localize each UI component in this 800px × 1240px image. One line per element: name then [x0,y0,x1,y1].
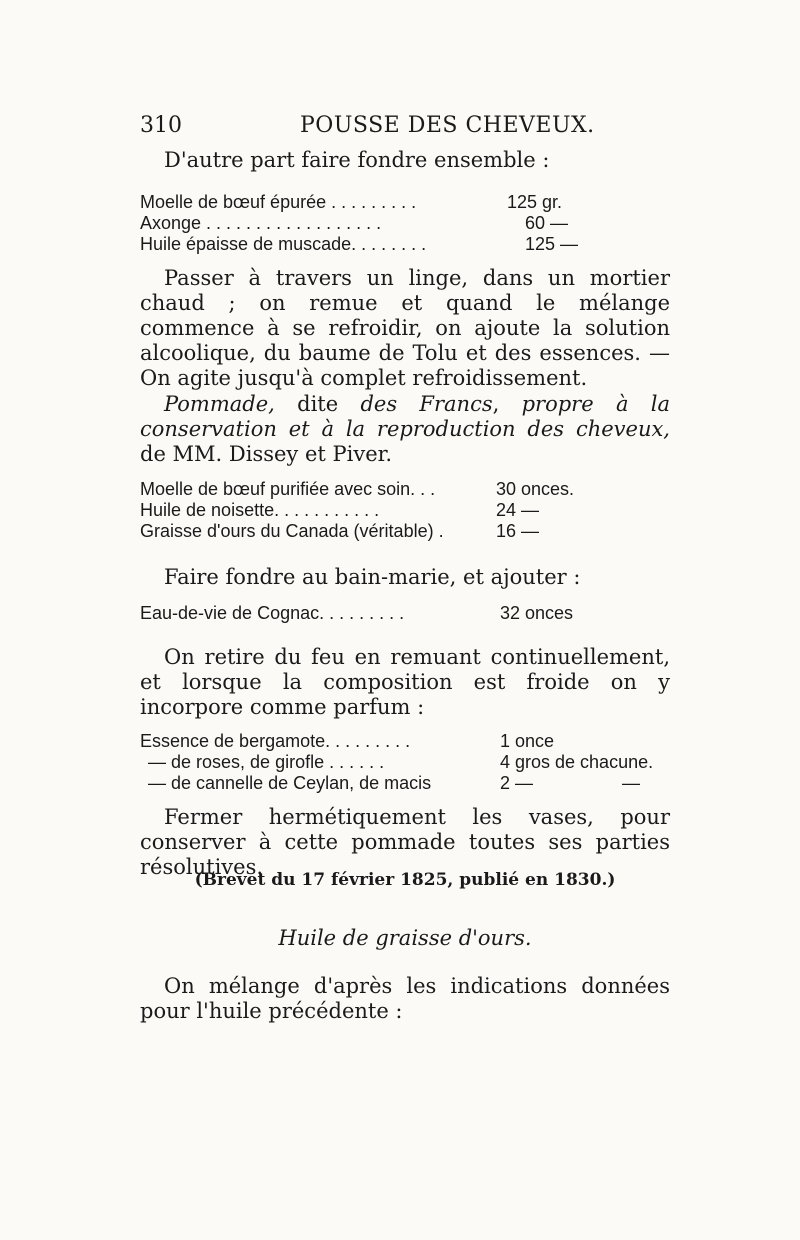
intro-paragraph-2 [140,565,670,590]
quantity: 125 — [525,234,579,254]
quantity: 32 onces [500,603,574,623]
ingredient: Moelle de bœuf purifiée avec soin. . . [140,479,436,499]
pommade-name: des Francs [360,392,493,416]
paragraph-1-text: Passer à travers un linge, dans un mortier chaud ; on remue et quand le mélange commence à se refroidir, on ajoute la solution alcoolique, du baume de Tolu et des essences. — On agite jusqu'à complet refroidissement. [140,266,670,390]
recipe-row [140,773,680,794]
running-title: POUSSE DES CHEVEUX. [300,113,595,138]
recipe-row [140,752,680,773]
ingredient: Eau-de-vie de Cognac. . . . . . . . . [140,603,405,623]
page-number: 310 [140,113,182,138]
ingredient: Moelle de bœuf épurée . . . . . . . . . [140,192,417,212]
quantity: 125 gr. [507,192,563,212]
ingredient: — de cannelle de Ceylan, de macis [148,773,432,793]
page-header [140,113,660,143]
paragraph-4-text: Fermer hermétiquement les vases, pour conserver à cette pommade toutes ses parties résolutives. [140,805,670,879]
recipe-list-4 [140,731,680,794]
recipe-list-1 [140,192,680,255]
body-paragraph-5 [140,974,670,1024]
body-paragraph-1 [140,266,670,391]
ingredient: Huile épaisse de muscade. . . . . . . . [140,234,427,254]
recipe-row [140,213,680,234]
body-paragraph-3 [140,645,670,720]
paragraph-2-text-2: , [492,392,522,416]
intro-text-1: D'autre part faire fondre ensemble : [164,148,550,172]
pommade-title: Pommade, [164,392,275,416]
body-paragraph-4 [140,805,670,880]
ingredient: Axonge . . . . . . . . . . . . . . . . . . [140,213,382,233]
recipe-row [140,234,680,255]
quantity: 1 once [500,731,555,751]
quantity: 2 — [500,773,534,793]
intro-paragraph-1 [140,148,670,173]
recipe-row [140,479,680,500]
quantity: 16 — [496,521,540,541]
quantity-repeat: — [622,773,640,793]
recipe-row [140,521,680,542]
section-heading: Huile de graisse d'ours. [278,926,532,950]
paragraph-2-text-3: de MM. Dissey et Piver. [140,442,393,466]
ingredient: Huile de noisette. . . . . . . . . . . [140,500,380,520]
patent-citation: (Brevet du 17 février 1825, publié en 1830.) [194,870,616,890]
pommade-description: propre à la conservation et à la reproduction des cheveux, [140,392,671,441]
paragraph-2-text-1: dite [274,392,361,416]
ingredient: Essence de bergamote. . . . . . . . . [140,731,411,751]
recipe-row [140,603,680,624]
body-paragraph-2 [140,392,670,467]
quantity: 60 — [525,213,569,233]
paragraph-3-text: On retire du feu en remuant continuellement, et lorsque la composition est froide on y incorpore comme parfum : [140,645,670,719]
recipe-list-3 [140,603,680,624]
quantity: 4 gros de chacune. [500,752,654,772]
ingredient: Graisse d'ours du Canada (véritable) . [140,521,444,541]
intro-text-2: Faire fondre au bain-marie, et ajouter : [164,565,581,589]
recipe-list-2 [140,479,680,542]
paragraph-5-text: On mélange d'après les indications données pour l'huile précédente : [140,974,670,1023]
quantity: 30 onces. [496,479,575,499]
quantity: 24 — [496,500,540,520]
recipe-row [140,731,680,752]
recipe-row [140,500,680,521]
recipe-row [140,192,680,213]
ingredient: — de roses, de girofle . . . . . . [148,752,385,772]
